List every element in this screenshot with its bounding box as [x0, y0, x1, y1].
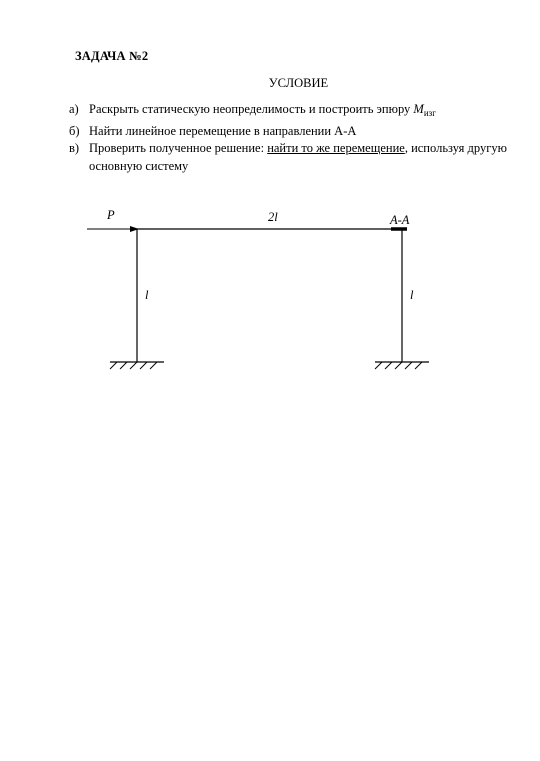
- left-fixed-support: [110, 362, 164, 369]
- condition-text-underlined: найти то же перемещение: [267, 141, 405, 155]
- force-label: P: [107, 208, 115, 222]
- condition-text: Раскрыть статическую неопределимость и построить эпюру: [89, 102, 411, 116]
- condition-marker: б): [69, 123, 80, 138]
- condition-heading: УСЛОВИЕ: [268, 76, 329, 90]
- moment-letter: M: [413, 102, 424, 116]
- condition-marker: в): [69, 141, 80, 155]
- condition-text-after: , используя другую основную систему: [89, 141, 507, 173]
- beam-length-label: 2l: [268, 210, 278, 224]
- left-column-length-label: l: [145, 288, 149, 302]
- condition-marker: а): [69, 102, 79, 116]
- condition-text-before: Проверить полученное решение:: [89, 141, 268, 155]
- right-fixed-support: [375, 362, 429, 369]
- moment-subscript: изг: [423, 108, 436, 118]
- condition-text: Найти линейное перемещение в направлении А-А: [89, 123, 357, 138]
- task-title: ЗАДАЧА №2: [75, 49, 149, 63]
- right-column-length-label: l: [410, 288, 414, 302]
- section-label: А-А: [390, 213, 410, 227]
